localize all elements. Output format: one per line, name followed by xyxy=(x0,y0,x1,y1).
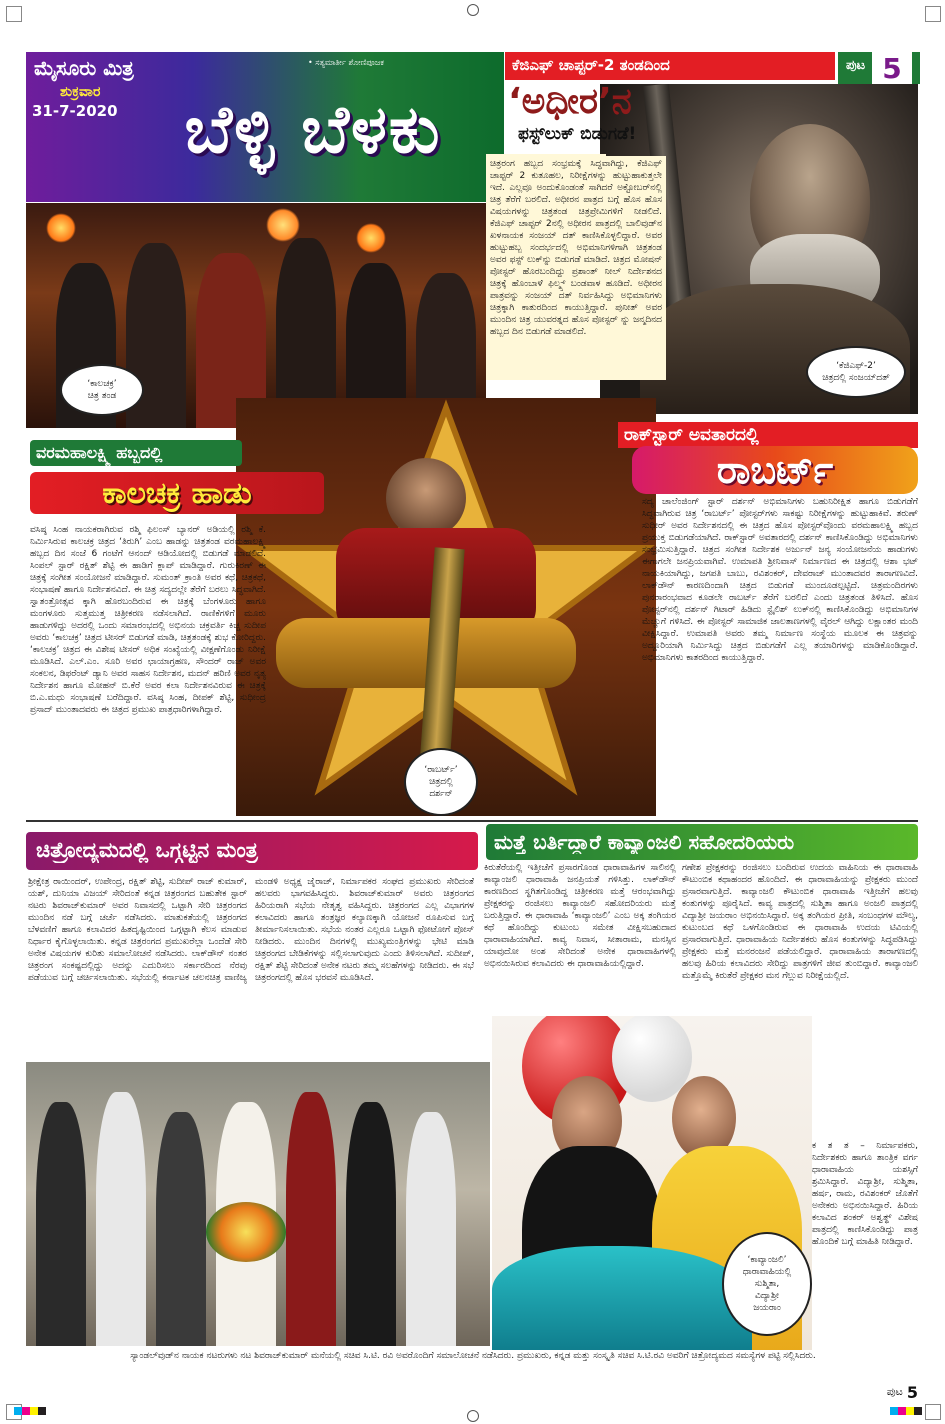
footer-page-value: 5 xyxy=(906,1382,918,1402)
group-photo xyxy=(26,1062,490,1346)
kgf-photo-caption xyxy=(806,346,906,398)
registration-mark-top xyxy=(467,4,479,16)
crop-mark-top-right xyxy=(925,6,941,22)
kalachakra-article-body: ವಸಿಷ್ಠ ಸಿಂಹ ನಾಯಕರಾಗಿರುವ ರಶ್ಮಿ ಫಿಲಂಸ್ ಬ್ಯಾನರ್ ಅಡಿಯಲ್ಲಿ ರಶ್ಮಿ ಕೆ. ನಿರ್ಮಿಸಿರುವ ಕಾಲಚಕ್ರ ಚಿತ್ರದ ‘ತಿರುಗಿ’ ಎಂಬ ಹಾಡನ್ನು ಚಿತ್ರತಂಡ ವರಮಹಾಲಕ್ಷ್ಮಿ ಹಬ್ಬದ ದಿನ ಸಂಜೆ 6 ಗಂಟೆಗೆ ಆನಂದ್ ಆಡಿಯೋದಲ್ಲಿ ಬಿಡುಗಡೆ ಮಾಡಲಿದೆ. ಸಿಂಪಲ್ ಸ್ಟಾರ್ ರಕ್ಷಿತ್ ಶೆಟ್ಟಿ ಈ ಹಾಡಿಗೆ ಕ್ಲಾಪ್ ಮಾಡಿದ್ದಾರೆ. ಗುರುಕಿರಣ್ ಈ ಚಿತ್ರಕ್ಕೆ ಸಂಗೀತ ಸಂಯೋಜನೆ ಮಾಡಿದ್ದಾರೆ. ಸುಮಂತ್ ಕ್ರಾಂತಿ ಅವರ ಕಥೆ, ಚಿತ್ರಕಥೆ, ಸಂಭಾಷಣೆ ಹಾಗೂ ನಿರ್ದೇಶನವಿದೆ. ಈ ಚಿತ್ರ ಸದ್ಯದಲ್ಲೇ ತೆರೆಗೆ ಬರಲು ಸಿದ್ಧವಾಗಿದೆ. ಸ್ವಾತಂತ್ರೋತ್ಸವ ಕ್ಕಾಗಿ ಹೊರಬಂದಿರುವ ಈ ಚಿತ್ರಕ್ಕೆ ಬೆಂಗಳೂರು ಹಾಗೂ ಮಂಗಳೂರು ಸುತ್ತಮುತ್ತ ಚಿತ್ರೀಕರಣ ನಡೆಸಲಾಗಿದೆ. ರಾಣಿಕೆಗಳಿಗೆ ಮೂರು ಹಾಡುಗಳಿದ್ದು ಅದರಲ್ಲಿ ಒಂದು ಸಮಾರಂಭದಲ್ಲಿ ಅಭಿನಯ ಚಕ್ರವರ್ತಿ ಕಿಚ್ಚ ಸುದೀಪ ಅವರು ‘ಕಾಲಚಕ್ರ’ ಚಿತ್ರದ ಟೀಸರ್ ಬಿಡುಗಡೆ ಮಾಡಿ, ಚಿತ್ರತಂಡಕ್ಕೆ ಶುಭ ಕೋರಿದ್ದರು. ‘ಕಾಲಚಕ್ರ’ ಚಿತ್ರದ ಈ ವಿಶೇಷ ಟೀಸರ್ ಅಧಿಕ ಸಂಖ್ಯೆಯಲ್ಲಿ ವೀಕ್ಷಣೆಗೊಂಡು ನಿರೀಕ್ಷೆ ಮೂಡಿಸಿದೆ. ಎಲ್.ಎಂ. ಸೂರಿ ಅವರ ಛಾಯಾಗ್ರಹಣ, ಸೌಂದರ್ ರಾಜ್ ಅವರ ಸಂಕಲನ, ಡಿಫರೆಂಟ್ ಡ್ಯಾನಿ ಅವರ ಸಾಹಸ ನಿರ್ದೇಶನ, ಮದನ್ ಹರಿಣಿ ಅವರ ನೃತ್ಯ ನಿರ್ದೇಶನ ಹಾಗೂ ಮೋಹನ್ ಬಿ.ಕೆರೆ ಅವರ ಕಲಾ ನಿರ್ದೇಶನವಿರುವ ಈ ಚಿತ್ರಕ್ಕೆ ಬಿ.ಎ.ಮಧು ಸಂಭಾಷಣೆ ಬರೆದಿದ್ದಾರೆ. ವಸಿಷ್ಠ ಸಿಂಹ, ದೀಪಕ್ ಶೆಟ್ಟಿ, ಸುಧೀಂದ್ರ ಪ್ರಸಾದ್ ಮುಂತಾದವರು ಈ ಚಿತ್ರದ ಪ್ರಮುಖ ಪಾತ್ರಧಾರಿಗಳಾಗಿದ್ದಾರೆ. xyxy=(30,525,266,715)
roberrt-photo-caption xyxy=(404,748,478,816)
kgf-kicker: ಕೆಜಿಎಫ್ ಚಾಪ್ಟರ್-2 ತಂಡದಿಂದ xyxy=(512,56,670,74)
caption-line: ದರ್ಶನ್ xyxy=(429,789,453,799)
issue-date: 31-7-2020 xyxy=(32,102,118,120)
section-divider xyxy=(26,820,918,822)
kalachakra-kicker: ವರಮಹಾಲಕ್ಷ್ಮಿ ಹಬ್ಬದಲ್ಲಿ xyxy=(36,443,163,462)
caption-line: ವಿದ್ಯಾಶ್ರೀ xyxy=(755,1291,779,1301)
caption-line: ಚಿತ್ರ ತಂಡ xyxy=(87,391,117,401)
roberrt-kicker: ರಾಕ್‌ಸ್ಟಾರ್ ಅವತಾರದಲ್ಲಿ xyxy=(624,425,759,445)
caption-line: ಚಿತ್ರದಲ್ಲಿ xyxy=(429,777,453,787)
torch-flame-icon xyxy=(46,213,76,243)
scooter-shape xyxy=(492,1246,752,1350)
kgf-headline-2: ಫಸ್ಟ್‌ಲುಕ್ ಬಿಡುಗಡೆ! xyxy=(518,124,637,144)
kavyanjali-article-body-b: ಗಣೇಶ ಪ್ರೇಕ್ಷಕರನ್ನು ರಂಜಿಸಲು ಬಂದಿರುವ ಉದಯ ವಾಹಿನಿಯ ಈ ಧಾರಾವಾಹಿ ಕೌಟುಂಬಿಕ ಕಥಾಹಂದರ ಹೊಂದಿದೆ. ಈ ಧಾರಾವಾಹಿಯನ್ನು ಪ್ರೇಕ್ಷಕರು ಮುಂದೆ ಪ್ರಸಾರವಾಗುತ್ತಿದೆ. ಕಾವ್ಯಾಂಜಲಿ ಕೌಟುಂಬಿಕ ಧಾರಾವಾಹಿ ಇತ್ತೀಚೆಗೆ ಹಲವು ಕಂತುಗಳನ್ನು ಪೂರೈಸಿದೆ. ಕಾವ್ಯ ಪಾತ್ರದಲ್ಲಿ ಸುಶ್ಮಿತಾ ಹಾಗೂ ಅಂಜಲಿ ಪಾತ್ರದಲ್ಲಿ ವಿದ್ಯಾಶ್ರೀ ಜಯರಾಂ ಅಭಿನಯಿಸಿದ್ದಾರೆ. ಅಕ್ಕ ತಂಗಿಯರ ಪ್ರೀತಿ, ಸಂಬಂಧಗಳ ಮೌಲ್ಯ, ಕುಟುಂಬದ ಕಥೆ ಒಳಗೊಂಡಿರುವ ಈ ಧಾರಾವಾಹಿ ಉದಯ ಟಿವಿಯಲ್ಲಿ ಪ್ರಸಾರವಾಗುತ್ತಿದೆ. ಧಾರಾವಾಹಿಯ ನಿರ್ದೇಶಕರು ಹೊಸ ಕಂತುಗಳನ್ನು ಸಿದ್ಧಪಡಿಸಿದ್ದು ಪ್ರೇಕ್ಷಕರು ಮತ್ತೆ ಮನರಂಜನೆ ಪಡೆಯಲಿದ್ದಾರೆ. ಧಾರಾವಾಹಿಯ ತಾರಾಗಣದಲ್ಲಿ ಹಲವು ಹಿರಿಯ ಕಲಾವಿದರು ಸೇರಿದ್ದು ಪಾತ್ರಗಳಿಗೆ ಜೀವ ತುಂಬಿದ್ದಾರೆ. ಕಾವ್ಯಾಂಜಲಿ ಮತ್ತೊಮ್ಮೆ ಕಿರುತೆರೆ ಪ್ರೇಕ್ಷಕರ ಮನ ಗೆಲ್ಲುವ ನಿರೀಕ್ಷೆಯಲ್ಲಿದೆ. xyxy=(682,863,918,981)
paper-name: ಮೈಸೂರು ಮಿತ್ರ xyxy=(34,56,134,80)
caption-line: ಚಿತ್ರದಲ್ಲಿ ಸಂಜಯ್‌ದತ್ xyxy=(822,373,890,383)
footer-page-label: ಪುಟ xyxy=(886,1385,903,1398)
torch-flame-icon xyxy=(266,208,300,242)
group-photo-caption: ಸ್ಯಾಂಡಲ್‌ವುಡ್‌ನ ನಾಯಕ ನಟರುಗಳು ನಟ ಶಿವರಾಜ್‌ಕುಮಾರ್ ಮನೆಯಲ್ಲಿ ಸಚಿವ ಸಿ.ಟಿ. ರವಿ ಅವರೊಂದಿಗೆ ಸಮಾಲೋಚನೆ ನಡೆಸಿದರು. ಪ್ರಮುಖರು, ಕನ್ನಡ ಮತ್ತು ಸಂಸ್ಕೃತಿ ಸಚಿವ ಸಿ.ಟಿ.ರವಿ ಅವರಿಗೆ ಚಿತ್ರೋದ್ಯಮದ ಸಮಸ್ಯೆಗಳ ಪಟ್ಟಿ ಸಲ್ಲಿಸಿದರು. xyxy=(130,1351,816,1361)
footer-page-number xyxy=(830,1382,918,1402)
section-title: ಬೆಳ್ಳಿ ಬೆಳಕು xyxy=(184,90,442,168)
issue-day: ಶುಕ್ರವಾರ xyxy=(60,84,101,100)
torch-flame-icon xyxy=(356,223,386,253)
roberrt-face-shape xyxy=(386,458,466,538)
unity-headline: ಚಿತ್ರೋದ್ಯಮದಲ್ಲಿ ಒಗ್ಗಟ್ಟಿನ ಮಂತ್ರ xyxy=(36,838,258,862)
colour-bar-right xyxy=(890,1407,922,1415)
masthead-tagline: • ಸತ್ಯಮಾರ್ತೀ ಶೋಣಿಪೂಜಕ xyxy=(308,58,384,67)
kavyanjali-photo-caption xyxy=(722,1232,812,1336)
kavyanjali-article-body-c: ಕ ತ ತ – ನಿರ್ಮಾಪಕರು, ನಿರ್ದೇಶಕರು ಹಾಗೂ ತಾಂತ್ರಿಕ ವರ್ಗ ಧಾರಾವಾಹಿಯ ಯಶಸ್ಸಿಗೆ ಶ್ರಮಿಸಿದ್ದಾರೆ. ವಿದ್ಯಾಶ್ರೀ, ಸುಶ್ಮಿತಾ, ಹರ್ಷ, ರಾಮ, ರವಿಶಂಕರ್ ಜೊತೆಗೆ ಅನೇಕರು ಅಭಿನಯಿಸಿದ್ದಾರೆ. ಹಿರಿಯ ಕಲಾವಿದ ಶಂಕರ್ ಅಶ್ವತ್ಥ್ ವಿಶೇಷ ಪಾತ್ರದಲ್ಲಿ ಕಾಣಿಸಿಕೊಂಡಿದ್ದು ಪಾತ್ರ ಹೊಂದಿಕೆ ಬಗ್ಗೆ ಮಾಹಿತಿ ನೀಡಿದ್ದಾರೆ. xyxy=(812,1141,918,1247)
caption-line: ಸುಶ್ಮಿತಾ, xyxy=(754,1279,780,1289)
caption-line: ‘ಕಾಲಚಕ್ರ’ xyxy=(87,379,117,389)
caption-line: ‘ಕೆಜಿಎಫ್-2’ xyxy=(836,361,876,371)
caption-line: ಧಾರಾವಾಹಿಯಲ್ಲಿ xyxy=(742,1267,792,1277)
roberrt-headline: ರಾಬರ್ಟ್ xyxy=(632,446,918,494)
caption-line: ‘ಕಾವ್ಯಾಂಜಲಿ’ xyxy=(747,1255,787,1265)
kalachakra-photo-caption xyxy=(60,364,144,416)
roberrt-article-body: ಸದ್ಯ ಚಾಲೆಂಜಿಂಗ್ ಸ್ಟಾರ್ ದರ್ಶನ್ ಅಭಿಮಾನಿಗಳು ಬಹುನಿರೀಕ್ಷಿತ ಹಾಗೂ ಬಿಡುಗಡೆಗೆ ಸಿದ್ಧವಾಗಿರುವ ಚಿತ್ರ ‘ರಾಬರ್ಟ್’ ಪೋಸ್ಟರ್‌ಗಳು ಸಾಕಷ್ಟು ನಿರೀಕ್ಷೆಗಳನ್ನು ಹುಟ್ಟುಹಾಕಿವೆ. ತರುಣ್ ಸುಧೀರ್ ಅವರ ನಿರ್ದೇಶನದಲ್ಲಿ ಈ ಚಿತ್ರದ ಹೊಸ ಪೋಸ್ಟರ್‌ವೊಂದು ವರಮಹಾಲಕ್ಷ್ಮಿ ಹಬ್ಬದ ಪ್ರಯುಕ್ತ ಬಿಡುಗಡೆಯಾಗಿದೆ. ರಾಕ್‌ಸ್ಟಾರ್ ಅವತಾರದಲ್ಲಿ ದರ್ಶನ್ ಕಾಣಿಸಿಕೊಂಡಿದ್ದು ಅಭಿಮಾನಿಗಳು ಸಂಭ್ರಮಿಸುತ್ತಿದ್ದಾರೆ. ಚಿತ್ರದ ಸಂಗೀತ ನಿರ್ದೇಶಕ ಅರ್ಜುನ್ ಜನ್ಯ ಸಂಯೋಜನೆಯ ಹಾಡುಗಳು ಈಗಾಗಲೇ ಜನಪ್ರಿಯವಾಗಿವೆ. ಉಮಾಪತಿ ಶ್ರೀನಿವಾಸ್ ನಿರ್ಮಾಣದ ಈ ಚಿತ್ರದಲ್ಲಿ ಆಶಾ ಭಟ್ ನಾಯಕಿಯಾಗಿದ್ದು, ಜಗಪತಿ ಬಾಬು, ರವಿಶಂಕರ್, ದೇವರಾಜ್ ಮುಂತಾದವರ ತಾರಾಗಣವಿದೆ. ಲಾಕ್‌ಡೌನ್ ಕಾರಣದಿಂದಾಗಿ ಚಿತ್ರದ ಬಿಡುಗಡೆ ಮುಂದೂಡಲ್ಪಟ್ಟಿದೆ. ಚಿತ್ರಮಂದಿರಗಳು ಪುನರಾರಂಭವಾದ ಕೂಡಲೇ ರಾಬರ್ಟ್ ತೆರೆಗೆ ಬರಲಿದೆ ಎಂದು ಚಿತ್ರತಂಡ ತಿಳಿಸಿದೆ. ಹೊಸ ಪೋಸ್ಟರ್‌ನಲ್ಲಿ ದರ್ಶನ್ ಗಿಟಾರ್ ಹಿಡಿದು ಸ್ಟೈಲಿಶ್ ಲುಕ್‌ನಲ್ಲಿ ಕಾಣಿಸಿಕೊಂಡಿದ್ದು ಅಭಿಮಾನಿಗಳ ಮೆಚ್ಚುಗೆ ಗಳಿಸಿದೆ. ಈ ಪೋಸ್ಟರ್ ಸಾಮಾಜಿಕ ಜಾಲತಾಣಗಳಲ್ಲಿ ವೈರಲ್ ಆಗಿದ್ದು ಲಕ್ಷಾಂತರ ಮಂದಿ ವೀಕ್ಷಿಸಿದ್ದಾರೆ. ಉಮಾಪತಿ ಅವರು ತಮ್ಮ ನಿರ್ಮಾಣ ಸಂಸ್ಥೆಯ ಮೂಲಕ ಈ ಚಿತ್ರವನ್ನು ಅದ್ದೂರಿಯಾಗಿ ನಿರ್ಮಿಸಿದ್ದು ಚಿತ್ರದ ಬಿಡುಗಡೆಗೆ ಎಲ್ಲ ತಯಾರಿಗಳನ್ನು ಮಾಡಿಕೊಂಡಿದ್ದಾರೆ. ಅಭಿಮಾನಿಗಳು ಕಾತರದಿಂದ ಕಾಯುತ್ತಿದ್ದಾರೆ. xyxy=(642,497,918,663)
kavyanjali-headline: ಮತ್ತೆ ಬರ್ತಿದ್ದಾರೆ ಕಾವ್ಯಾಂಜಲಿ ಸಹೋದರಿಯರು xyxy=(494,830,795,854)
caption-line: ಜಯರಾಂ xyxy=(753,1303,781,1313)
colour-bar-left xyxy=(14,1407,46,1415)
flower-bouquet-icon xyxy=(206,1202,286,1262)
kalachakra-headline: ಕಾಲಚಕ್ರ ಹಾಡು xyxy=(30,472,324,514)
registration-mark-bottom xyxy=(467,1410,479,1422)
kgf-headline-1: ‘ಅಧೀರ’ನ xyxy=(508,81,632,122)
unity-article-body: ಶ್ರೀಕ್ಷೇತ್ರ ರಾಯಿಂದರ್, ಉಪೇಂದ್ರ, ರಕ್ಷಿತ್ ಶೆಟ್ಟಿ, ಸುದೀಪ್ ರಾಜ್ ಕುಮಾರ್, ಯಶ್, ದುನಿಯಾ ವಿಜಯ್ ಸೇರಿದಂತೆ ಕನ್ನಡ ಚಿತ್ರರಂಗದ ಬಹುತೇಕ ಸ್ಟಾರ್ ನಟರು ಶಿವರಾಜ್‌ಕುಮಾರ್ ಅವರ ನಿವಾಸದಲ್ಲಿ ಒಟ್ಟಾಗಿ ಸೇರಿ ಚಿತ್ರರಂಗದ ಮುಂದಿನ ನಡೆ ಬಗ್ಗೆ ಚರ್ಚೆ ನಡೆಸಿದರು. ಮಾತುಕತೆಯಲ್ಲಿ ಚಿತ್ರರಂಗದ ಬೆಳವಣಿಗೆ ಹಾಗೂ ಕಲಾವಿದರ ಹಿತದೃಷ್ಟಿಯಿಂದ ಒಗ್ಗಟ್ಟಾಗಿ ಕೆಲಸ ಮಾಡುವ ನಿರ್ಧಾರ ಕೈಗೊಳ್ಳಲಾಯಿತು. ಕನ್ನಡ ಚಿತ್ರರಂಗದ ಪ್ರಮುಖರೆಲ್ಲಾ ಒಂದೆಡೆ ಸೇರಿ ಅನೇಕ ವಿಷಯಗಳ ಕುರಿತು ಸಮಾಲೋಚನೆ ನಡೆಸಿದರು. ಲಾಕ್‌ಡೌನ್ ನಂತರ ಚಿತ್ರರಂಗ ಸಂಕಷ್ಟದಲ್ಲಿದ್ದು ಅದನ್ನು ಎದುರಿಸಲು ಸರ್ಕಾರದಿಂದ ನೆರವು ಪಡೆಯುವ ಬಗ್ಗೆ ಚರ್ಚಿಸಲಾಯಿತು. ಸಭೆಯಲ್ಲಿ ಕರ್ನಾಟಕ ಚಲನಚಿತ್ರ ವಾಣಿಜ್ಯ ಮಂಡಳಿ ಅಧ್ಯಕ್ಷ ಜೈರಾಜ್, ನಿರ್ಮಾಪಕರ ಸಂಘದ ಪ್ರಮುಖರು ಸೇರಿದಂತೆ ಹಲವರು ಭಾಗವಹಿಸಿದ್ದರು. ಶಿವರಾಜ್‌ಕುಮಾರ್ ಅವರು ಚಿತ್ರರಂಗದ ಹಿರಿಯರಾಗಿ ಸಭೆಯ ನೇತೃತ್ವ ವಹಿಸಿದ್ದರು. ಚಿತ್ರರಂಗದ ಎಲ್ಲ ವಿಭಾಗಗಳ ಕಲಾವಿದರು ಹಾಗೂ ತಂತ್ರಜ್ಞರ ಕಲ್ಯಾಣಕ್ಕಾಗಿ ಯೋಜನೆ ರೂಪಿಸುವ ಬಗ್ಗೆ ತೀರ್ಮಾನಿಸಲಾಯಿತು. ಸಭೆಯ ನಂತರ ಎಲ್ಲರೂ ಒಟ್ಟಾಗಿ ಫೋಟೋಗೆ ಪೋಸ್ ನೀಡಿದರು. ಮುಂದಿನ ದಿನಗಳಲ್ಲಿ ಮುಖ್ಯಮಂತ್ರಿಗಳನ್ನು ಭೇಟಿ ಮಾಡಿ ಚಿತ್ರರಂಗದ ಬೇಡಿಕೆಗಳನ್ನು ಸಲ್ಲಿಸಲಾಗುವುದು ಎಂದು ತಿಳಿಸಲಾಗಿದೆ. ಸುದೀಪ್, ರಕ್ಷಿತ್ ಶೆಟ್ಟಿ ಸೇರಿದಂತೆ ಅನೇಕ ನಟರು ತಮ್ಮ ಸಲಹೆಗಳನ್ನು ನೀಡಿದರು. ಈ ಸಭೆ ಚಿತ್ರರಂಗದಲ್ಲಿ ಹೊಸ ಭರವಸೆ ಮೂಡಿಸಿದೆ. xyxy=(28,877,474,983)
crop-mark-bottom-right xyxy=(925,1404,941,1420)
caption-line: ‘ರಾಬರ್ಟ್’ xyxy=(424,765,458,775)
page-label: ಪುಟ xyxy=(846,58,866,73)
page-number: 5 xyxy=(872,52,912,84)
kgf-article-body: ಚಿತ್ರರಂಗ ಹಬ್ಬದ ಸಂಭ್ರಮಕ್ಕೆ ಸಿದ್ಧವಾಗಿದ್ದು, ಕೆಜಿಎಫ್ ಚಾಪ್ಟರ್ 2 ಕುತೂಹಲ, ನಿರೀಕ್ಷೆಗಳನ್ನು ಹುಟ್ಟುಹಾಕುತ್ತಲೇ ಇದೆ. ಎಲ್ಲವೂ ಅಂದುಕೊಂಡಂತೆ ಸಾಗಿದರೆ ಅಕ್ಟೋಬರ್‌ನಲ್ಲಿ ಚಿತ್ರ ತೆರೆಗೆ ಬರಲಿದೆ. ಅಧೀರನ ಪಾತ್ರದ ಬಗ್ಗೆ ಹೊಸ ಹೊಸ ವಿಷಯಗಳನ್ನು ಚಿತ್ರತಂಡ ಚಿತ್ರಪ್ರೇಮಿಗಳಿಗೆ ನೀಡಲಿದೆ. ಕೆಜಿಎಫ್ ಚಾಪ್ಟರ್ 2ನಲ್ಲಿ ಅಧೀರನ ಪಾತ್ರದಲ್ಲಿ ಬಾಲಿವುಡ್‌ನ ಖಳನಾಯಕ ಸಂಜಯ್ ದತ್ ಕಾಣಿಸಿಕೊಳ್ಳಲಿದ್ದಾರೆ. ಅವರ ಹುಟ್ಟುಹಬ್ಬ ಸಂದರ್ಭದಲ್ಲಿ ಅಭಿಮಾನಿಗಳಿಗಾಗಿ ಚಿತ್ರತಂಡ ಅವರ ಫಸ್ಟ್ ಲುಕ್‌ನ್ನು ಬಿಡುಗಡೆ ಮಾಡಿದೆ. ಚಿತ್ರದ ಮೋಷನ್ ಪೋಸ್ಟರ್ ಹೊರಬಂದಿದ್ದು ಪ್ರಶಾಂತ್ ನೀಲ್ ನಿರ್ದೇಶನದ ಚಿತ್ರಕ್ಕೆ ಹೊಂಬಾಳೆ ಫಿಲ್ಮ್ಸ್ ಬಂಡವಾಳ ಹೂಡಿದೆ. ಅಧೀರನ ಪಾತ್ರವನ್ನು ಸಂಜಯ್ ದತ್ ನಿರ್ವಹಿಸಿದ್ದು ಅಭಿಮಾನಿಗಳು ಚಿತ್ರಕ್ಕಾಗಿ ಕಾತುರದಿಂದ ಕಾಯುತ್ತಿದ್ದಾರೆ. ಪುನೀತ್ ಅವರ ಮುಂದಿನ ಚಿತ್ರ ಯುವರತ್ನದ ಹೊಸ ಪೋಸ್ಟರ್ ನ್ನು ಜನ್ಮದಿನದ ಹಬ್ಬದ ದಿನ ಬಿಡುಗಡೆ ಮಾಡಲಿದೆ. xyxy=(486,156,666,380)
crop-mark-top-left xyxy=(6,6,22,22)
kavyanjali-article-body-a: ಕಿರುತೆರೆಯಲ್ಲಿ ಇತ್ತೀಚೆಗೆ ಪ್ರಸಾರಗೊಂಡ ಧಾರಾವಾಹಿಗಳ ಸಾಲಿನಲ್ಲಿ ಕಾವ್ಯಾಂಜಲಿ ಧಾರಾವಾಹಿ ಜನಪ್ರಿಯತೆ ಗಳಿಸಿತ್ತು. ಲಾಕ್‌ಡೌನ್ ಕಾರಣದಿಂದ ಸ್ಥಗಿತಗೊಂಡಿದ್ದ ಚಿತ್ರೀಕರಣ ಮತ್ತೆ ಆರಂಭವಾಗಿದ್ದು ಪ್ರೇಕ್ಷಕರನ್ನು ರಂಜಿಸಲು ಕಾವ್ಯಾಂಜಲಿ ಸಹೋದರಿಯರು ಮತ್ತೆ ಬರುತ್ತಿದ್ದಾರೆ. ಈ ಧಾರಾವಾಹಿ ‘ಕಾವ್ಯಾಂಜಲಿ’ ಎಂಬ ಅಕ್ಕ ತಂಗಿಯರ ಕಥೆ ಹೊಂದಿದ್ದು ಕುಟುಂಬ ಸಮೇತ ವೀಕ್ಷಿಸಬಹುದಾದ ಧಾರಾವಾಹಿಯಾಗಿದೆ. ಕಾವ್ಯ ನಿವಾಸ, ಸೀತಾರಾಮ, ಮನಸ್ಸಿನ ಯಾವುದೋ ಅಂಶ ಸೇರಿದಂತೆ ಅನೇಕ ಧಾರಾವಾಹಿಗಳಲ್ಲಿ ಅಭಿನಯಿಸಿರುವ ಕಲಾವಿದರು ಈ ಧಾರಾವಾಹಿಯಲ್ಲಿದ್ದಾರೆ. xyxy=(484,863,676,969)
